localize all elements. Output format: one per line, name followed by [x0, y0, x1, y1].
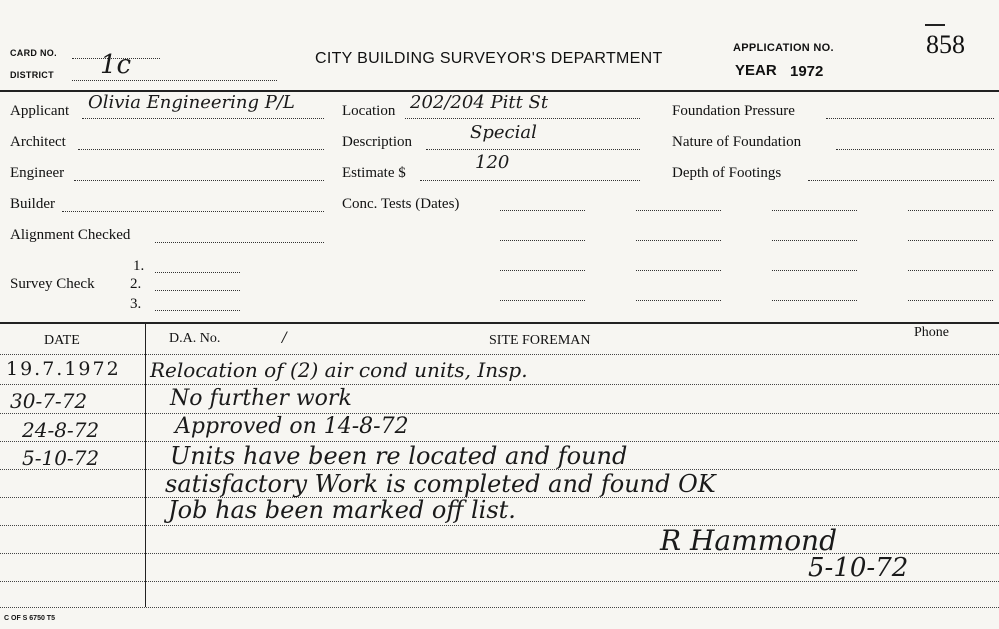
alignment-line: [155, 242, 324, 243]
description-value: Special: [470, 122, 537, 143]
da-no-value: /: [282, 330, 287, 346]
log-entry-text: Job has been marked off list.: [168, 496, 516, 524]
applicant-label: Applicant: [10, 103, 70, 119]
department-title: CITY BUILDING SURVEYOR'S DEPARTMENT: [315, 50, 663, 67]
conc-blank: [500, 270, 585, 271]
conc-blank: [500, 240, 585, 241]
foreman-signature: R Hammond: [660, 524, 838, 557]
log-rule: [0, 413, 999, 414]
conc-blank: [908, 210, 993, 211]
conc-blank: [908, 270, 993, 271]
conc-blank: [636, 300, 721, 301]
architect-line: [78, 149, 324, 150]
log-rule: [0, 384, 999, 385]
conc-blank: [500, 210, 585, 211]
conc-blank: [908, 300, 993, 301]
log-entry-text: Approved on 14-8-72: [175, 414, 409, 439]
year-label: YEAR: [735, 62, 777, 79]
log-entry-text: Relocation of (2) air cond units, Insp.: [150, 358, 528, 382]
depth-line: [808, 180, 994, 181]
survey-check-3: 3.: [130, 296, 142, 312]
builder-line: [62, 211, 324, 212]
description-line: [426, 149, 640, 150]
log-top-divider: [0, 322, 999, 324]
conc-blank: [636, 210, 721, 211]
card-no-label: CARD NO.: [10, 48, 57, 58]
conc-blank: [500, 300, 585, 301]
district-value: 1c: [100, 50, 132, 80]
estimate-label: Estimate $: [342, 165, 406, 181]
survey-line-1: [155, 272, 240, 273]
architect-label: Architect: [10, 134, 66, 150]
engineer-label: Engineer: [10, 165, 65, 181]
foundation-pressure-line: [826, 118, 994, 119]
log-entry-text: Units have been re located and found: [170, 442, 628, 470]
conc-blank: [908, 240, 993, 241]
estimate-line: [420, 180, 640, 181]
signature-date: 5-10-72: [808, 553, 909, 583]
log-entry-date: 30-7-72: [10, 389, 88, 413]
engineer-line: [74, 180, 324, 181]
log-rule: [0, 354, 999, 355]
da-no-header: D.A. No.: [169, 331, 221, 346]
log-rule: [0, 607, 999, 608]
conc-blank: [772, 210, 857, 211]
conc-blank: [772, 240, 857, 241]
log-entry-text: No further work: [170, 386, 352, 411]
date-column-header: DATE: [44, 333, 80, 348]
conc-blank: [772, 300, 857, 301]
survey-check-label: Survey Check: [10, 276, 95, 292]
log-entry-text: satisfactory Work is completed and found OK: [165, 470, 716, 498]
applicant-line: [82, 118, 324, 119]
log-entry-date: 5-10-72: [22, 446, 100, 470]
year-value: 1972: [790, 63, 824, 80]
log-entry-date: 24-8-72: [22, 418, 100, 442]
date-column-rule: [145, 322, 146, 607]
conc-blank: [636, 270, 721, 271]
location-label: Location: [342, 103, 396, 119]
application-no-value: 858: [926, 30, 965, 59]
alignment-checked-label: Alignment Checked: [10, 227, 131, 243]
location-value: 202/204 Pitt St: [410, 92, 549, 113]
builder-label: Builder: [10, 196, 55, 212]
depth-of-footings-label: Depth of Footings: [672, 165, 782, 181]
description-label: Description: [342, 134, 412, 150]
survey-line-2: [155, 290, 240, 291]
conc-tests-label: Conc. Tests (Dates): [342, 196, 460, 212]
survey-check-1: 1.: [133, 258, 145, 274]
foundation-pressure-label: Foundation Pressure: [672, 103, 795, 119]
conc-blank: [636, 240, 721, 241]
conc-blank: [772, 270, 857, 271]
nature-line: [836, 149, 994, 150]
estimate-value: 120: [475, 152, 510, 173]
district-label: DISTRICT: [10, 70, 54, 80]
log-entry-date: 19.7.1972: [6, 358, 121, 380]
application-overline: [925, 24, 945, 26]
location-line: [405, 118, 640, 119]
survey-line-3: [155, 310, 240, 311]
phone-header: Phone: [914, 325, 949, 340]
application-no-label: APPLICATION NO.: [733, 42, 834, 54]
site-foreman-header: SITE FOREMAN: [489, 333, 591, 348]
nature-of-foundation-label: Nature of Foundation: [672, 134, 802, 150]
applicant-value: Olivia Engineering P/L: [88, 92, 295, 113]
district-line: [72, 80, 277, 81]
form-code: C OF S 6750 T5: [4, 615, 55, 622]
survey-check-2: 2.: [130, 276, 142, 292]
log-rule: [0, 525, 999, 526]
